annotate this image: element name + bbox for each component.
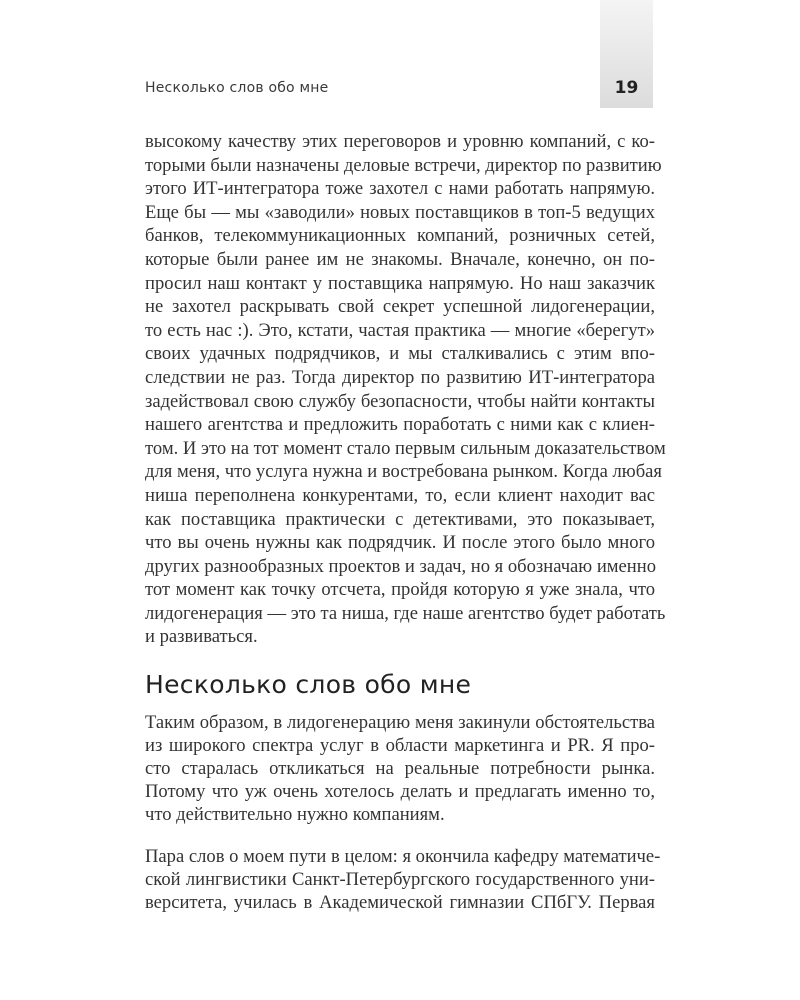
body-paragraph-2 bbox=[145, 711, 655, 826]
text-line: просил наш контакт у поставщика напрямую. Но наш заказчик bbox=[145, 272, 655, 294]
text-line: для меня, что услуга нужна и востребована рынком. Когда любая bbox=[145, 461, 662, 483]
text-line: лидогенерация — это та ниша, где наше агентство будет работать bbox=[145, 602, 666, 624]
text-line: Пара слов о моем пути в целом: я окончила кафедру математиче- bbox=[145, 846, 661, 867]
text-line: как поставщика практически с детективами, это показывает, bbox=[145, 508, 655, 530]
text-line: и развиваться. bbox=[145, 626, 258, 648]
text-line: банков, телекоммуникационных компаний, розничных сетей, bbox=[145, 225, 655, 247]
text-line: Еще бы — мы «заводили» новых поставщиков в топ-5 ведущих bbox=[145, 201, 655, 223]
running-title: Несколько слов обо мне bbox=[145, 80, 329, 96]
text-line: Таким образом, в лидогенерацию меня закинули обстоятельства bbox=[145, 712, 655, 733]
text-line: верситета, училась в Академической гимназии СПбГУ. Первая bbox=[145, 892, 655, 913]
text-line: этого ИТ-интегратора тоже захотел с нами работать напрямую. bbox=[145, 178, 655, 200]
text-line: тот момент как точку отсчета, пройдя которую я уже знала, что bbox=[145, 579, 655, 601]
page-number: 19 bbox=[614, 78, 639, 98]
text-line: ской лингвистики Санкт-Петербургского государственного уни- bbox=[145, 869, 655, 890]
text-line: которые были ранее им не знакомы. Вначале, конечно, он по- bbox=[145, 248, 655, 270]
body-paragraph-1 bbox=[145, 130, 666, 649]
section-heading: Несколько слов обо мне bbox=[145, 670, 472, 699]
text-line: из широкого спектра услуг в области маркетинга и PR. Я про- bbox=[145, 735, 655, 756]
text-line: нашего агентства и предложить поработать с ними как с клиен- bbox=[145, 414, 655, 436]
body-paragraph-3 bbox=[145, 845, 661, 914]
text-line: что действительно нужно компаниям. bbox=[145, 804, 445, 825]
text-line: что вы очень нужны как подрядчик. И после этого было много bbox=[145, 532, 655, 554]
text-line: не захотел раскрывать свой секрет успешной лидогенерации, bbox=[145, 296, 655, 318]
text-line: торыми были назначены деловые встречи, директор по развитию bbox=[145, 154, 662, 176]
text-line: следствии не раз. Тогда директор по развитию ИТ-интегратора bbox=[145, 366, 655, 388]
text-line: своих удачных подрядчиков, и мы сталкивались с этим впо- bbox=[145, 343, 655, 365]
text-line: Потому что уж очень хотелось делать и предлагать именно то, bbox=[145, 781, 655, 802]
text-line: то есть нас :). Это, кстати, частая практика — многие «берегут» bbox=[145, 319, 655, 341]
text-line: задействовал свою службу безопасности, чтобы найти контакты bbox=[145, 390, 655, 412]
page-number-tab bbox=[600, 0, 653, 108]
text-line: сто старалась откликаться на реальные потребности рынка. bbox=[145, 758, 655, 779]
text-line: ниша переполнена конкурентами, то, если клиент находит вас bbox=[145, 484, 655, 506]
text-line: высокому качеству этих переговоров и уровню компаний, с ко- bbox=[145, 131, 655, 152]
text-line: других разнообразных проектов и задач, но я обозначаю именно bbox=[145, 555, 657, 577]
text-line: том. И это на тот момент стало первым сильным доказательством bbox=[145, 437, 666, 459]
